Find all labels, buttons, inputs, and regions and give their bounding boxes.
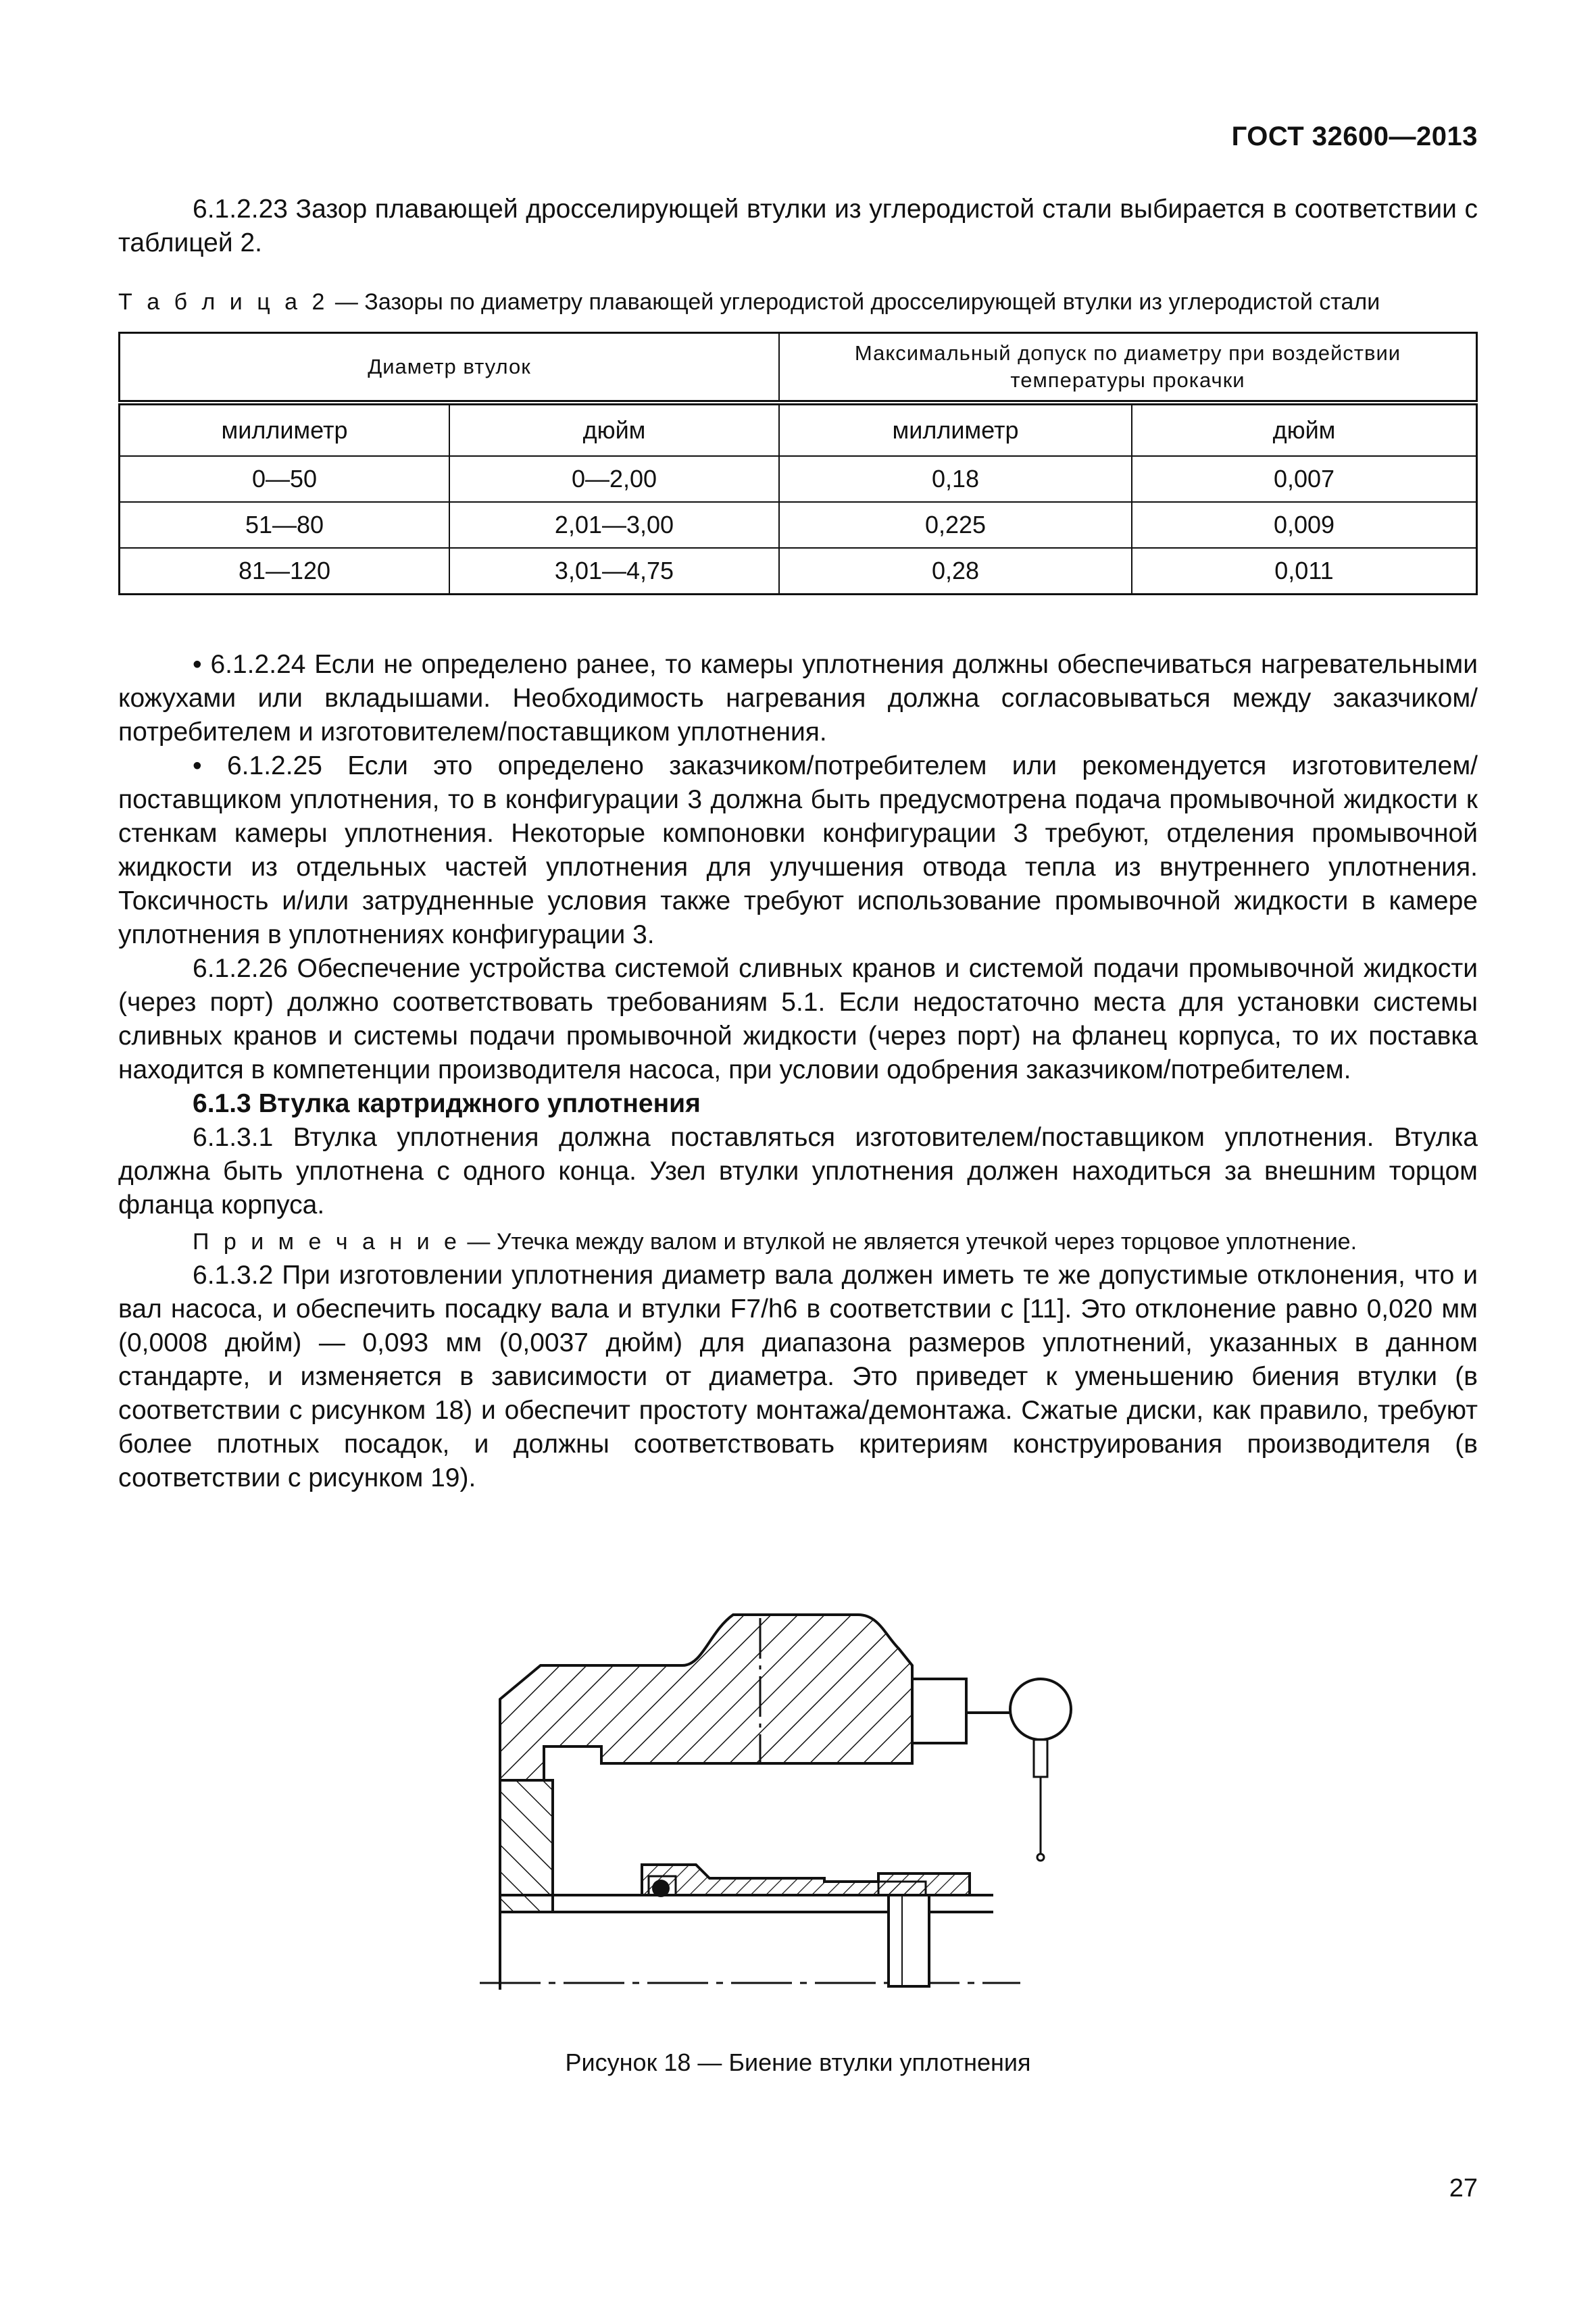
cell: 3,01—4,75 [449, 548, 779, 595]
note [118, 1225, 1478, 1259]
page-number: 27 [1449, 2174, 1478, 2203]
col-mm-2: миллиметр [779, 403, 1132, 456]
table-row [120, 502, 1477, 548]
note-label: П р и м е ч а н и е [193, 1229, 461, 1255]
cell: 2,01—3,00 [449, 502, 779, 548]
paragraph-6-1-2-23: 6.1.2.23 Зазор плавающей дросселирующей втулки из углеродистой стали выбирается в соответствии с таблицей 2. [118, 195, 1478, 257]
table-2 [118, 332, 1478, 595]
cell: 81—120 [120, 548, 450, 595]
paragraph-6-1-3-1: 6.1.3.1 Втулка уплотнения должна поставляться изготовителем/поставщиком уплотнения. Втулка должна быть уплотнена с одного конца. Узел втулки уплотнения должен находиться за внешним торцом фланца корпуса. [118, 1123, 1478, 1219]
figure-18-drawing [480, 1584, 1149, 1990]
cell: 0,18 [779, 456, 1132, 502]
dial-indicator-icon [1010, 1679, 1071, 1740]
cell: 0,009 [1132, 502, 1477, 548]
table-row [120, 548, 1477, 595]
paragraph-6-1-2-24: • 6.1.2.24 Если не определено ранее, то камеры уплотнения должны обеспечиваться нагревательными кожухами или вкладышами. Необходимость нагревания должна согласовываться между заказчиком/потребителем и изготовителем/поставщиком уплотнения. [118, 650, 1478, 747]
paragraphs [118, 648, 1478, 1495]
cell: 51—80 [120, 502, 450, 548]
cell: 0—50 [120, 456, 450, 502]
header-max-tolerance: Максимальный допуск по диаметру при воздействии температуры прокачки [779, 333, 1477, 403]
document-id: ГОСТ 32600—2013 [1231, 122, 1478, 151]
table-2-label: Т а б л и ц а 2 [118, 289, 329, 315]
section-heading-6-1-3: 6.1.3 Втулка картриджного уплотнения [193, 1089, 701, 1118]
gauge-mount [912, 1679, 966, 1743]
note-text: — Утечка между валом и втулкой не является утечкой через торцовое уплотнение. [460, 1229, 1357, 1255]
pump-housing [500, 1615, 912, 1780]
table-2-title [118, 287, 1478, 317]
shaft-collar [889, 1895, 929, 1986]
col-inch-2: дюйм [1132, 403, 1477, 456]
paragraph-6-1-3-2: 6.1.3.2 При изготовлении уплотнения диаметр вала должен иметь те же допустимые отклонения, что и вал насоса, и обеспечить посадку вала и втулки F7/h6 в соответствии с [11]. Это отклонение равно 0,020 мм (0,0008 дюйм) — 0,093 мм (0,0037 дюйм) для диапазона размеров уплотнений, указанных в данном стандарте, и изменяется в зависимости от диаметра. Это приведет к уменьшению биения втулки (в соответствии с рисунком 18) и обеспечит простоту монтажа/демонтажа. Сжатые диски, как правило, требуют более плотных посадок, и должны соответствовать критериям конструирования производителя (в соответствии с рисунком 19). [118, 1261, 1478, 1492]
header-sleeve-diameter: Диаметр втулок [120, 333, 780, 403]
table-row [120, 456, 1477, 502]
page-content [118, 193, 1478, 1495]
cell: 0,011 [1132, 548, 1477, 595]
cell: 0,007 [1132, 456, 1477, 502]
paragraph-6-1-2-25: • 6.1.2.25 Если это определено заказчиком/потребителем или рекомендуется изготовителем/поставщиком уплотнения, то в конфигурации 3 должна быть предусмотрена подача промывочной жидкости к стенкам камеры уплотнения. Некоторые компоновки конфигурации 3 требуют, отделения промывочной жидкости из отдельных частей уплотнения для улучшения отвода тепла из внутреннего уплотнения. Токсичность и/или затрудненные условия также требуют использование промывочной жидкости в камере уплотнения в уплотнениях конфигурации 3. [118, 751, 1478, 949]
paragraph-6-1-2-26: 6.1.2.26 Обеспечение устройства системой сливных кранов и системой подачи промывочной жидкости (через порт) должно соответствовать требованиям 5.1. Если недостаточно места для установки системы сливных кранов и системы подачи промывочной жидкости (через порт) на фланец корпуса, то их поставка находится в компетенции производителя насоса, при условии одобрения заказчиком/потребителем. [118, 954, 1478, 1084]
cell: 0,225 [779, 502, 1132, 548]
table-2-title-text: — Зазоры по диаметру плавающей углеродистой дросселирующей втулки из углеродистой стали [328, 289, 1380, 315]
col-inch-1: дюйм [449, 403, 779, 456]
cell: 0,28 [779, 548, 1132, 595]
figure-caption: Рисунок 18 — Биение втулки уплотнения [565, 2048, 1031, 2076]
col-mm-1: миллиметр [120, 403, 450, 456]
gland-plate [500, 1780, 553, 1912]
cell: 0—2,00 [449, 456, 779, 502]
